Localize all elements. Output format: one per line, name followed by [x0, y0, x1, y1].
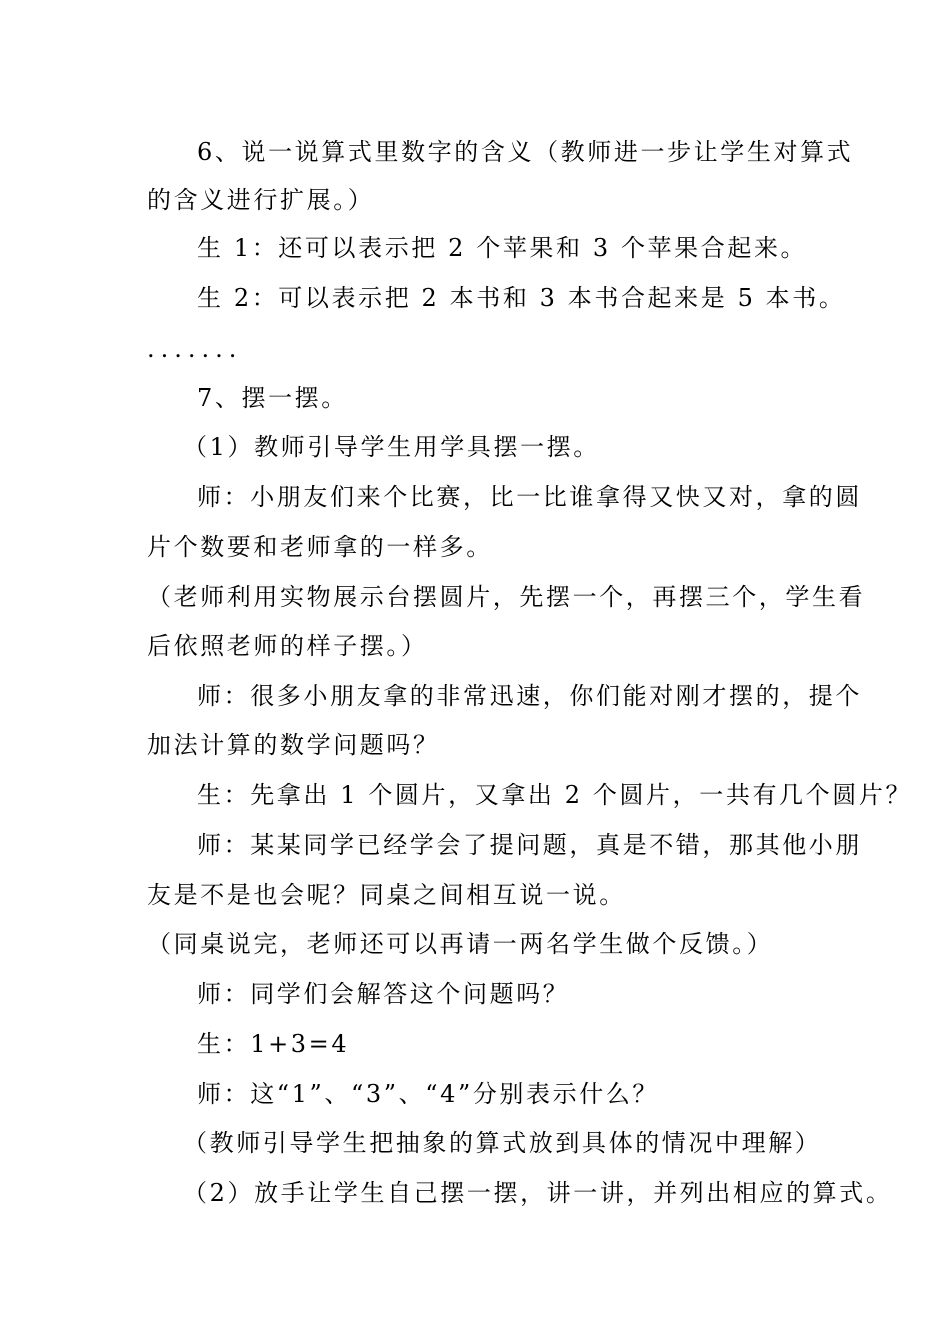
- paragraph-line: （老师利用实物展示台摆圆片，先摆一个，再摆三个，学生看: [147, 583, 866, 611]
- paragraph-line: 师：同学们会解答这个问题吗？: [197, 980, 570, 1008]
- paragraph-line: 师：小朋友们来个比赛，比一比谁拿得又快又对，拿的圆: [197, 483, 862, 511]
- paragraph-line: （教师引导学生把抽象的算式放到具体的情况中理解）: [183, 1129, 822, 1157]
- paragraph-line: 加法计算的数学问题吗？: [147, 731, 440, 759]
- paragraph-line: 片个数要和老师拿的一样多。: [147, 533, 493, 561]
- ellipsis-line: .......: [147, 335, 243, 363]
- paragraph-line: 师：某某同学已经学会了提问题，真是不错，那其他小朋: [197, 831, 862, 859]
- paragraph-line: （同桌说完，老师还可以再请一两名学生做个反馈。）: [147, 930, 774, 958]
- subsection-heading: （2）放手让学生自己摆一摆，讲一讲，并列出相应的算式。: [183, 1179, 893, 1207]
- paragraph-line: 师：这“1”、“3”、“4”分别表示什么？: [197, 1080, 660, 1108]
- section-heading: 7、摆一摆。: [197, 384, 348, 412]
- subsection-heading: （1）教师引导学生用学具摆一摆。: [183, 433, 600, 461]
- paragraph-line: 6、说一说算式里数字的含义（教师进一步让学生对算式: [197, 138, 854, 166]
- paragraph-line: 生 2：可以表示把 2 本书和 3 本书合起来是 5 本书。: [197, 284, 846, 312]
- paragraph-line: 师：很多小朋友拿的非常迅速，你们能对刚才摆的，提个: [197, 682, 862, 710]
- paragraph-line: 生：先拿出 1 个圆片，又拿出 2 个圆片，一共有几个圆片？: [197, 781, 913, 809]
- paragraph-line: 后依照老师的样子摆。）: [147, 632, 428, 660]
- paragraph-line: 友是不是也会呢？同桌之间相互说一说。: [147, 881, 626, 909]
- paragraph-line: 生：1+3=4: [197, 1030, 350, 1058]
- paragraph-line: 的含义进行扩展。）: [147, 186, 375, 214]
- paragraph-line: 生 1：还可以表示把 2 个苹果和 3 个苹果合起来。: [197, 234, 808, 262]
